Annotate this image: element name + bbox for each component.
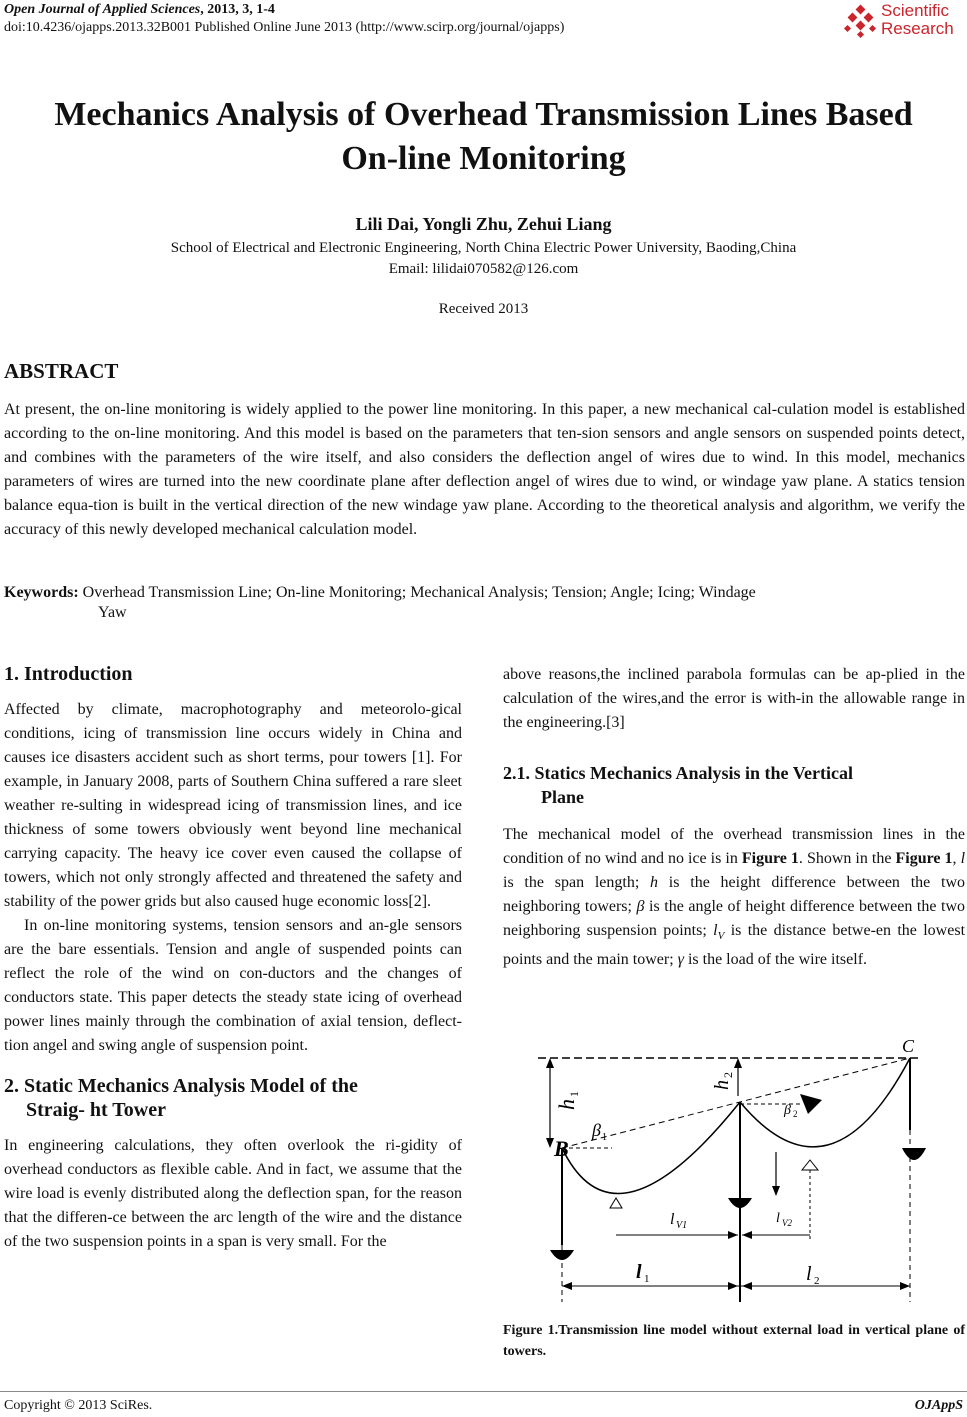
figure-1-reference: Figure 1 [741, 850, 799, 867]
keywords-text-2: Yaw [98, 604, 127, 621]
logo-line-2: Research [881, 19, 954, 38]
label-lv2: l [776, 1211, 780, 1226]
authors: Lili Dai, Yongli Zhu, Zehui Liang [355, 214, 612, 234]
section-2-paragraph-1: In engineering calculations, they often overlook the ri-gidity of overhead conductors as flexible cable. And in fact, we assume that the wire load is evenly distributed along the deflection span, for the reason that the differen-ce between the arc length of the wire and the distance of the two suspension points in a span is very small. For the [4, 1137, 462, 1250]
symbol-h: h [650, 874, 659, 891]
symbol-l: l [960, 850, 966, 867]
received-date: Received 2013 [438, 301, 529, 317]
insulator-right-icon [902, 1148, 926, 1160]
symbol-lv-sub: V [717, 930, 725, 943]
wire-span-2 [740, 1058, 910, 1147]
label-beta1-sub: 1 [602, 1132, 607, 1143]
symbol-beta: β [636, 898, 645, 915]
gamma-arrow-head-icon [772, 1186, 780, 1196]
label-lv1: l [670, 1211, 675, 1228]
figure-1-caption: Figure 1.Transmission line model without external load in vertical plane of towers. [503, 1323, 965, 1359]
abstract-heading: ABSTRACT [4, 359, 119, 383]
label-beta1: β [592, 1120, 601, 1140]
l1-arrow-right-icon [728, 1282, 738, 1290]
lv2-arrow-icon [742, 1231, 752, 1239]
logo-text [881, 2, 954, 38]
subsection-heading-line-2: Plane [541, 787, 584, 807]
doi-line: doi:10.4236/ojapps.2013.32B001 Published Online June 2013 (http://www.scirp.org/journal/ojapps) [4, 20, 565, 35]
para-text-e: is the height difference between the two neighboring towers; [503, 874, 966, 915]
section-1-paragraph-1: Affected by climate, macrophotography and meteorolo-gical conditions, icing of transmission line occurs widely in China and causes ice disasters accident such as short terms, pour towers [1]. For example, in January 2008, parts of Southern China suffered a rare sleet weather re-sulting in widespread icing of transmission lines, and ice thickness of some towers obviously went beyond line mechanical carrying capacity. The heavy ice cover even caused the collapse of towers, which not only strongly affected and threatened the safety and stability of the power grids but also caused huge economic loss[2]. [4, 701, 462, 910]
left-column [4, 662, 462, 1254]
subsection-heading-line-1: 2.1. Statics Mechanics Analysis in the Vertical [503, 763, 853, 783]
abstract-text: At present, the on-line monitoring is widely applied to the power line monitoring. In this paper, a new mechanical cal-culation model is established according to the on-line monitoring. And this model is based on the parameters that ten-sion sensors and angle sensors on suspended points detect, and combines with the parameters of the wire itself, and also considers the deflection angel of wires due to wind. In this model, mechanics parameters of wires are turned into the new coordinate plane after deflection angel of wires due to wind, or windage yaw plane. A statics tension balance equa-tion is built in the vertical direction of the new windage yaw plane. According to the theoretical analysis and algorithm, we verify the accuracy of this newly developed mechanical calculation model. [4, 401, 965, 538]
wire-span-1 [562, 1102, 740, 1193]
logo-line-1: Scientific [881, 1, 950, 20]
subsection-paragraph [503, 823, 965, 972]
right-paragraph-continued: above reasons,the inclined parabola formulas can be ap-plied in the calculation of the wires,and the error is with-in the allowable range in the engineering.[3] [503, 666, 965, 731]
label-h2: h [711, 1080, 733, 1090]
affiliation: School of Electrical and Electronic Engineering, North China Electric Power University, Baoding,China [170, 240, 797, 256]
label-h1-sub: 1 [567, 1091, 581, 1097]
label-l2-sub: 2 [814, 1275, 820, 1287]
label-beta2: β [784, 1103, 791, 1118]
chord-dashed [562, 1058, 910, 1148]
section-1-heading: 1. Introduction [4, 663, 133, 685]
h2-arrow-top-icon [734, 1058, 742, 1068]
label-h2-group [711, 1072, 735, 1090]
keywords-text: Overhead Transmission Line; On-line Monitoring; Mechanical Analysis; Tension; Angle; Icing; Windage [78, 584, 756, 601]
footer-journal-abbr: OJAppS [914, 1398, 963, 1413]
label-b: B [554, 1136, 569, 1161]
para-text-c: , [952, 850, 961, 867]
label-l1: l [636, 1261, 642, 1283]
figure-1 [530, 1030, 965, 1320]
para-text-g: is the distance betwe-en the lowest points and the main tower; [503, 922, 966, 969]
label-l2: l [806, 1263, 812, 1285]
para-text-b: . Shown in the [798, 850, 896, 867]
label-c: C [902, 1036, 915, 1056]
scientific-research-logo [843, 2, 963, 42]
label-lv2-sub: V2 [782, 1218, 792, 1228]
subsection-2-1-heading [503, 761, 965, 809]
h1-arrow-bottom-icon [546, 1138, 554, 1148]
para-text-a: The mechanical model of the overhead transmission lines in the condition of no wind and no ice is in [503, 826, 965, 867]
section-2-heading-line-1: 2. Static Mechanics Analysis Model of the [4, 1075, 358, 1097]
insulator-left-icon [550, 1250, 574, 1260]
journal-header [4, 2, 275, 18]
beta2-wedge-icon [800, 1094, 822, 1114]
symbol-gamma: γ [677, 951, 684, 969]
section-2-heading-line-2: Straig- ht Tower [26, 1099, 166, 1121]
lowest-point-2-marker-icon [802, 1160, 818, 1170]
paper-title [0, 93, 967, 181]
para-text-h: is the load of the wire itself. [683, 951, 868, 969]
email: Email: lilidai070582@126.com [388, 261, 579, 277]
figure-1-reference-2: Figure 1 [895, 850, 953, 867]
symbol-lv: l [713, 922, 718, 939]
keywords [4, 582, 965, 604]
insulator-middle-icon [728, 1198, 752, 1208]
l1-arrow-left-icon [562, 1282, 572, 1290]
section-1-paragraph-2: In on-line monitoring systems, tension sensors and an-gle sensors are the bare essentials. Tension and angle of suspended points can reflect the role of the wind on con-ductors and the changes of conductors state. This paper detects the steady state icing of overhead power lines mainly through the combination of axial tension, deflect-tion angel and swing angle of suspension point. [4, 917, 462, 1054]
section-2-heading [4, 1074, 462, 1122]
label-h2-sub: 2 [721, 1072, 735, 1078]
l2-arrow-right-icon [900, 1282, 910, 1290]
para-text-f: is the angle of height difference between the two neighboring suspension points; [503, 898, 965, 939]
logo-diamond-icon [843, 4, 879, 40]
keywords-label: Keywords: [4, 584, 79, 601]
title-line-1: Mechanics Analysis of Overhead Transmission Lines Based [54, 96, 913, 133]
label-h1-group [554, 1091, 581, 1110]
journal-volume: , 2013, 3, 1-4 [200, 2, 275, 17]
journal-name: Open Journal of Applied Sciences [4, 2, 201, 17]
label-lv1-sub: V1 [676, 1220, 688, 1231]
footer-copyright: Copyright © 2013 SciRes. [4, 1398, 153, 1413]
right-column [503, 663, 965, 972]
title-line-2: On-line Monitoring [341, 140, 626, 177]
lv1-arrow-icon [728, 1231, 738, 1239]
lowest-point-1-marker-icon [610, 1198, 622, 1208]
label-l1-sub: 1 [644, 1273, 650, 1285]
label-h1: h [554, 1099, 579, 1110]
l2-arrow-left-icon [742, 1282, 752, 1290]
transmission-line-diagram [530, 1030, 965, 1320]
footer-rule [0, 1391, 967, 1392]
label-beta2-sub: 2 [793, 1109, 798, 1119]
h1-arrow-top-icon [546, 1058, 554, 1068]
para-text-d: is the span length; [503, 874, 651, 891]
